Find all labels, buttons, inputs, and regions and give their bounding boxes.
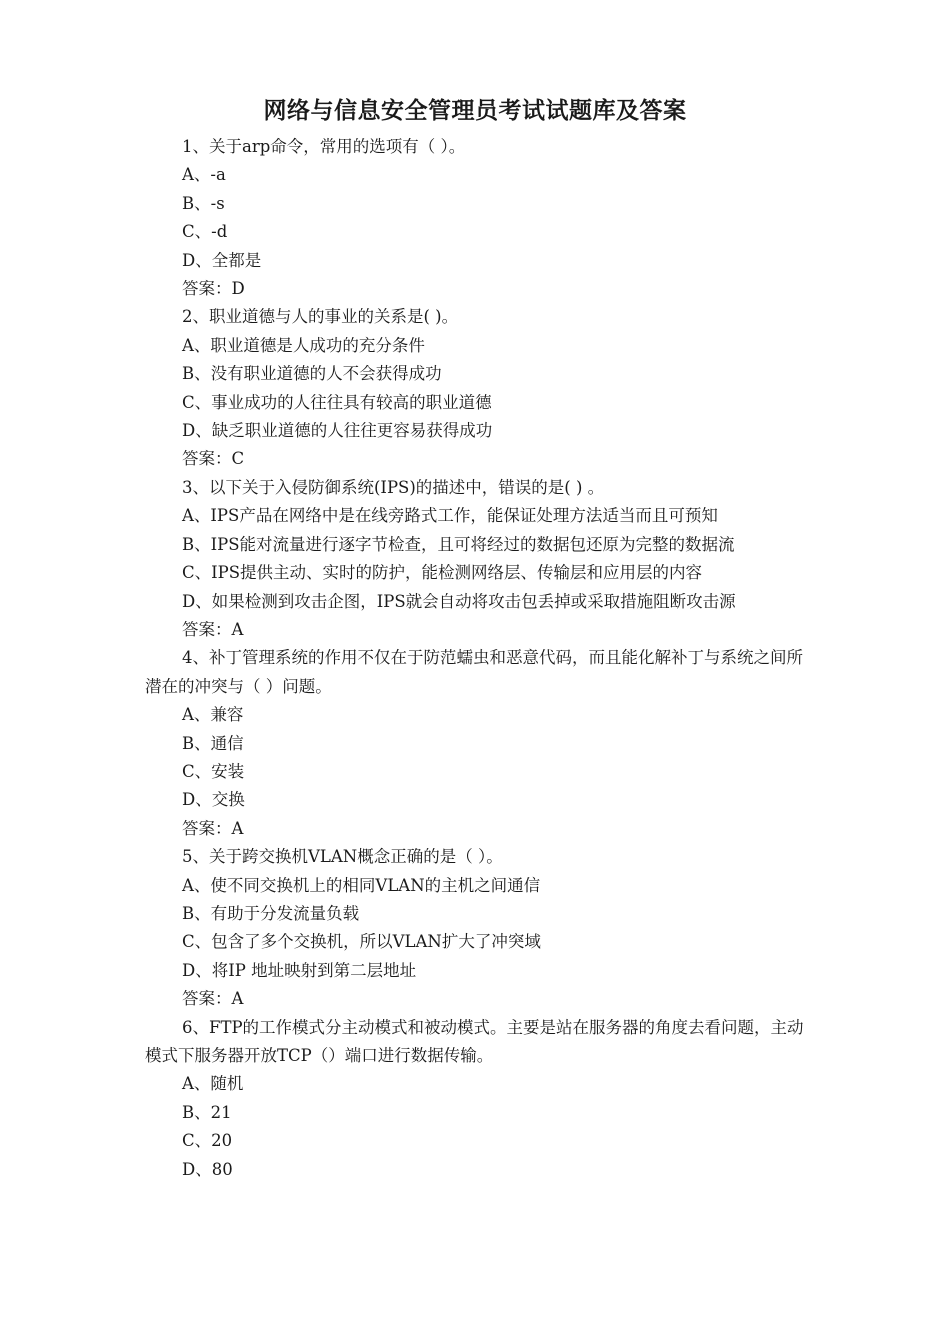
question-2-option-c: C、事业成功的人往往具有较高的职业道德	[182, 392, 492, 412]
question-6-option-b: B、21	[182, 1102, 232, 1122]
question-4-option-b: B、通信	[182, 733, 244, 753]
document-body	[145, 133, 813, 1184]
question-1-option-d: D、全都是	[182, 250, 262, 270]
question-1-option-c: C、-d	[182, 222, 228, 242]
question-1-answer: 答案：D	[182, 279, 245, 299]
question-3-option-c: C、IPS提供主动、实时的防护，能检测网络层、传输层和应用层的内容	[182, 563, 703, 583]
question-3-stem: 3、以下关于入侵防御系统(IPS)的描述中，错误的是( ) 。	[182, 477, 605, 497]
question-1-option-b: B、-s	[182, 193, 225, 213]
question-3-option-d: D、如果检测到攻击企图，IPS就会自动将攻击包丢掉或采取措施阻断攻击源	[182, 591, 736, 611]
question-5-option-d: D、将IP 地址映射到第二层地址	[182, 960, 417, 980]
question-4-option-a: A、兼容	[182, 705, 244, 725]
question-6-option-a: A、随机	[182, 1074, 244, 1094]
question-4-stem: 4、补丁管理系统的作用不仅在于防范蠕虫和恶意代码，而且能化解补丁与系统之间所潜在的冲突与（ ）问题。	[145, 648, 803, 696]
question-1-option-a: A、-a	[182, 165, 226, 185]
question-1-stem: 1、关于arp命令，常用的选项有（ ）。	[182, 137, 466, 156]
question-5-option-b: B、有助于分发流量负载	[182, 903, 360, 923]
question-3-option-a: A、IPS产品在网络中是在线旁路式工作，能保证处理方法适当而且可预知	[182, 506, 718, 526]
question-5-option-a: A、使不同交换机上的相同VLAN的主机之间通信	[182, 875, 541, 895]
question-6-option-c: C、20	[182, 1131, 233, 1151]
question-6-stem: 6、FTP的工作模式分主动模式和被动模式。主要是站在服务器的角度去看问题，主动模式下服务器开放TCP（）端口进行数据传输。	[145, 1017, 804, 1065]
question-4-option-c: C、安装	[182, 761, 245, 781]
question-2-answer: 答案：C	[182, 449, 245, 469]
question-2-option-b: B、没有职业道德的人不会获得成功	[182, 364, 442, 384]
question-4-option-d: D、交换	[182, 790, 245, 810]
document-title: 网络与信息安全管理员考试试题库及答案	[263, 98, 687, 124]
question-2-stem: 2、职业道德与人的事业的关系是( )。	[182, 307, 459, 327]
question-3-option-b: B、IPS能对流量进行逐字节检查，且可将经过的数据包还原为完整的数据流	[182, 534, 735, 554]
question-2-option-d: D、缺乏职业道德的人往往更容易获得成功	[182, 421, 493, 441]
question-4-answer: 答案：A	[182, 818, 244, 838]
question-5-answer: 答案：A	[182, 989, 244, 1009]
question-5-option-c: C、包含了多个交换机，所以VLAN扩大了冲突域	[182, 932, 541, 952]
question-2-option-a: A、职业道德是人成功的充分条件	[182, 335, 425, 355]
question-3-answer: 答案：A	[182, 619, 244, 639]
question-6-option-d: D、80	[182, 1159, 233, 1179]
question-5-stem: 5、关于跨交换机VLAN概念正确的是（ ）。	[182, 847, 503, 867]
